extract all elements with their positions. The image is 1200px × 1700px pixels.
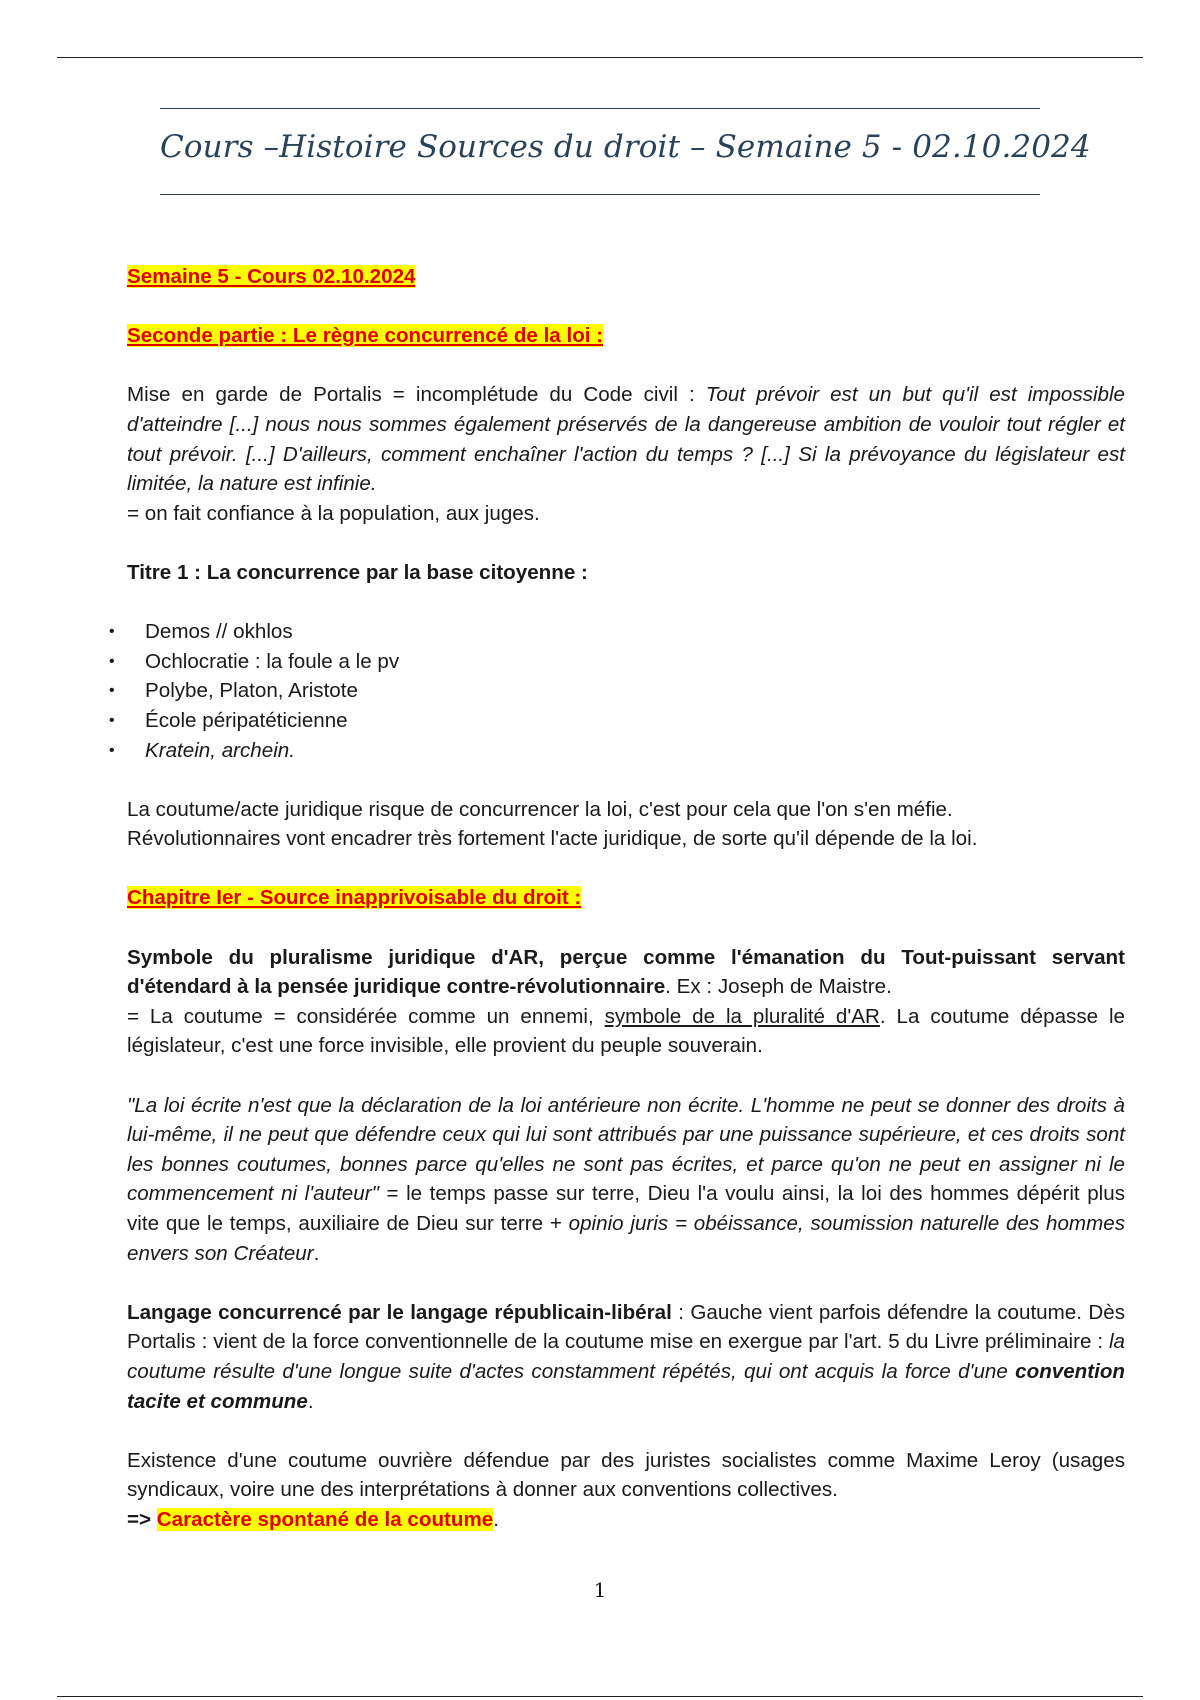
underlined-phrase: symbole de la pluralité d'AR xyxy=(604,1004,880,1028)
chapter-1-heading: Chapitre Ier - Source inapprivoisable du droit : xyxy=(127,886,582,910)
symbole-line-2: = La coutume = considérée comme un ennemi, symbole de la pluralité d'AR. La coutume dépasse le législateur, c'est une force invisible, elle provient du peuple souverain. xyxy=(127,1004,1126,1058)
list-item: • Ochlocratie : la foule a le pv xyxy=(109,649,400,673)
page-bottom-rule xyxy=(57,1696,1143,1697)
langage-paragraph: Langage concurrencé par le langage républicain-libéral : Gauche vient parfois défendre la coutume. Dès Portalis : vient de la force conventionnelle de la coutume mise en exergue par l'art. 5 du Livre préliminaire : la coutume résulte d'une longue suite d'actes constamment répétés, qui ont acquis la force d'une convention tacite et commune. xyxy=(127,1300,1125,1413)
heading-part: Seconde partie : Le règne concurrencé de la loi : xyxy=(127,324,604,348)
highlight-conclusion: Caractère spontané de la coutume xyxy=(156,1507,494,1531)
heading-week: Semaine 5 - Cours 02.10.2024 xyxy=(127,265,416,288)
maistre-paragraph: "La loi écrite n'est que la déclaration de la loi antérieure non écrite. L'homme ne peut se donner des droits à lui-même, il ne peut que défendre ceux qui lui sont attribués par une puissance supérieure, et ces droits sont les bonnes coutumes, bonnes parce qu'elles ne sont pas écrites, et parce qu'on ne peut en assigner ni le commencement ni l'auteur" = le temps passe sur terre, Dieu l'a voulu ainsi, la loi des hommes dépérit plus vite que le temps, auxiliaire de Dieu sur terre + opinio juris = obéissance, soumission naturelle des hommes envers son Créateur. xyxy=(127,1093,1125,1265)
list-item: • Demos // okhlos xyxy=(109,620,293,644)
title-box xyxy=(160,108,1091,195)
portalis-lead: Mise en garde de Portalis = incomplétude du Code civil : xyxy=(127,383,706,407)
conclusion-line: => Caractère spontané de la coutume. xyxy=(127,1507,499,1531)
ouvriere-paragraph: Existence d'une coutume ouvrière défendue par des juristes socialistes comme Maxime Leroy (usages syndicaux, voire une des interprétations à donner aux conventions collectives. xyxy=(127,1448,1125,1502)
page-number: 1 xyxy=(593,1578,607,1602)
symbole-paragraph: Symbole du pluralisme juridique d'AR, perçue comme l'émanation du Tout-puissant servant d'étendard à la pensée juridique contre-révolutionnaire. Ex : Joseph de Maistre. xyxy=(127,945,1125,999)
document-body xyxy=(109,262,1126,1535)
portalis-conclusion: = on fait confiance à la population, aux juges. xyxy=(127,501,540,525)
portalis-paragraph xyxy=(127,380,1125,498)
document-title: Cours –Histoire Sources du droit – Semaine 5 - 02.10.2024 xyxy=(160,129,1091,165)
page-top-rule xyxy=(57,57,1143,58)
list-item: • Kratein, archein. xyxy=(109,738,295,762)
coutume-line-1: La coutume/acte juridique risque de concurrencer la loi, c'est pour cela que l'on s'en méfie. xyxy=(127,797,953,821)
bullet-list xyxy=(109,617,1125,765)
title-1-heading: Titre 1 : La concurrence par la base citoyenne : xyxy=(127,560,588,584)
portalis-quote: Tout prévoir est un but qu'il est impossible d'atteindre [...] nous nous sommes également préservés de la dangereuse ambition de vouloir tout régler et tout prévoir. [...] D'ailleurs, comment enchaîner l'action du temps ? [...] Si la prévoyance du législateur est limitée, la nature est infinie. xyxy=(127,383,1125,496)
coutume-line-2: Révolutionnaires vont encadrer très fortement l'acte juridique, de sorte qu'il dépende de la loi. xyxy=(127,827,978,851)
list-item: • École péripatéticienne xyxy=(109,708,348,732)
list-item: • Polybe, Platon, Aristote xyxy=(109,679,358,703)
